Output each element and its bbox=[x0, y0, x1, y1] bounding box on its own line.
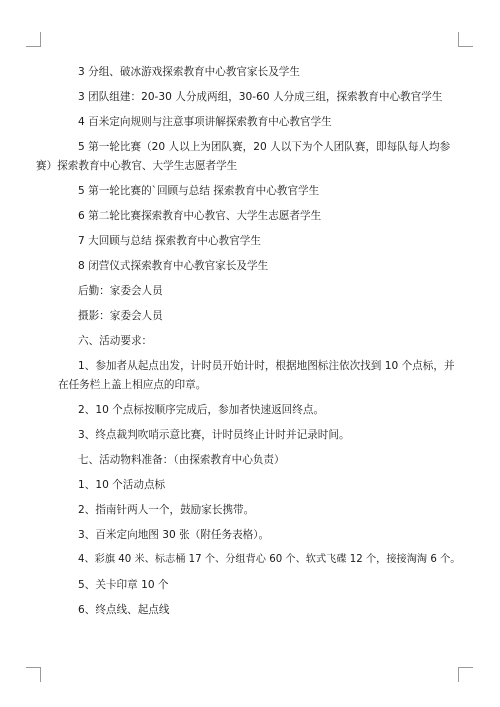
schedule-item-round-two: 6 第二轮比赛探索教育中心教官、大学生志愿者学生 bbox=[78, 210, 322, 222]
requirement-2: 2、10 个点标按顺序完成后，参加者快速返回终点。 bbox=[78, 404, 325, 416]
requirement-3: 3、终点裁判吹哨示意比赛，计时员终止计时并记录时间。 bbox=[78, 429, 350, 441]
schedule-item-closing: 8 闭营仪式探索教育中心教官家长及学生 bbox=[78, 260, 269, 272]
requirement-1-continued: 在任务栏上盖上相应点的印章。 bbox=[58, 379, 207, 391]
crop-mark-bottom-left bbox=[26, 667, 41, 682]
schedule-item-round-one: 5 第一轮比赛（20 人以上为团队赛，20 人以下为个人团队赛，即每队每人均参 bbox=[78, 141, 451, 153]
section-heading-requirements: 六、活动要求： bbox=[78, 335, 153, 347]
material-6: 6、终点线、起点线 bbox=[78, 604, 170, 616]
crop-mark-bottom-right bbox=[458, 667, 473, 682]
material-2: 2、指南针两人一个，鼓励家长携带。 bbox=[78, 504, 255, 516]
schedule-item-big-review: 7 大回顾与总结 探索教育中心教官学生 bbox=[78, 235, 261, 247]
material-5: 5、关卡印章 10 个 bbox=[78, 579, 169, 591]
material-1: 1、10 个活动点标 bbox=[78, 479, 166, 491]
material-3: 3、百米定向地图 30 张（附任务表格）。 bbox=[78, 529, 270, 541]
logistics-line: 后勤：家委会人员 bbox=[78, 285, 163, 297]
document-body bbox=[36, 64, 461, 618]
schedule-item-team-building: 3 团队组建：20-30 人分成两组，30-60 人分成三组，探索教育中心教官学生 bbox=[78, 91, 443, 103]
requirement-1: 1、参加者从起点出发，计时员开始计时，根据地图标注依次找到 10 个点标，并 bbox=[78, 360, 455, 372]
crop-mark-top-left bbox=[26, 32, 41, 47]
crop-mark-top-right bbox=[458, 32, 473, 47]
material-4: 4、彩旗 40 米、标志桶 17 个、分组背心 60 个、软式飞碟 12 个，接接淘淘 6 个。 bbox=[78, 554, 461, 565]
schedule-item-grouping: 3 分组、破冰游戏探索教育中心教官家长及学生 bbox=[78, 66, 300, 78]
section-heading-materials: 七、活动物料准备：（由探索教育中心负责） bbox=[78, 454, 285, 466]
photography-line: 摄影：家委会人员 bbox=[78, 310, 163, 322]
schedule-item-round-one-review: 5 第一轮比赛的`回顾与总结 探索教育中心教官学生 bbox=[78, 185, 320, 197]
schedule-item-round-one-continued: 赛）探索教育中心教官、大学生志愿者学生 bbox=[36, 160, 238, 172]
schedule-item-rules: 4 百米定向规则与注意事项讲解探索教育中心教官学生 bbox=[78, 116, 332, 128]
